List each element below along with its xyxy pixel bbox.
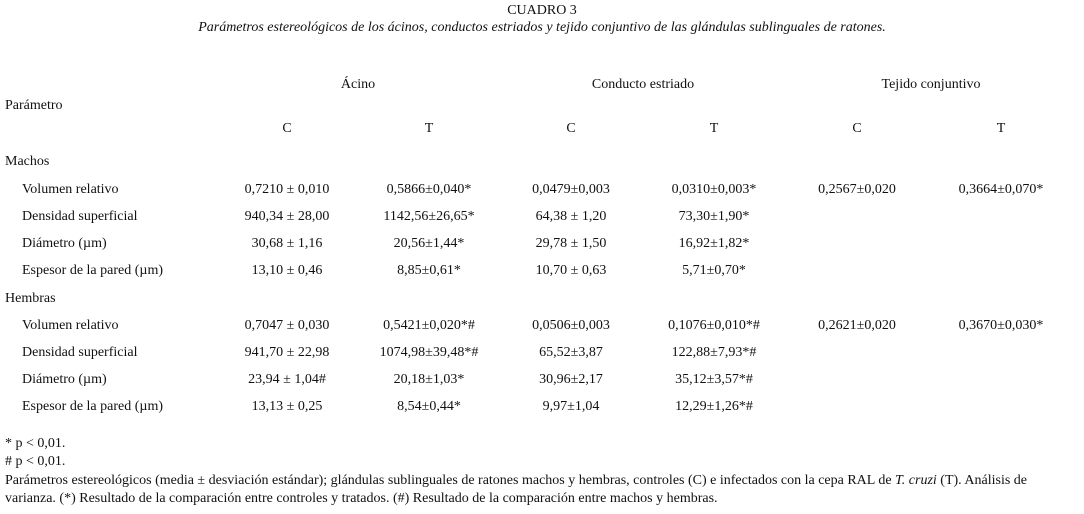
table-cell: 940,34 ± 28,00	[244, 209, 330, 224]
table-cell: 941,70 ± 22,98	[244, 345, 330, 360]
table-cell: 73,30±1,90*	[678, 209, 750, 224]
table-cell: 5,71±0,70*	[682, 263, 746, 278]
table-title: CUADRO 3	[507, 3, 577, 18]
row-label: Densidad superficial	[22, 209, 138, 224]
parameter-header: Parámetro	[5, 98, 63, 113]
table-caption: Parámetros estereológicos de los ácinos, conductos estriados y tejido conjuntivo de las glándulas sublinguales de ratones.	[198, 20, 886, 35]
row-label: Espesor de la pared (µm)	[22, 399, 164, 414]
table-cell: 0,5866±0,040*	[386, 182, 472, 197]
row-label: Volumen relativo	[22, 182, 119, 197]
table-cell: 20,18±1,03*	[393, 372, 465, 387]
table-cell: 13,13 ± 0,25	[251, 399, 323, 414]
significance-note-hash: # p < 0,01.	[5, 454, 66, 469]
footnote-part-2: (T). Análisis de varianza. (*) Resultado de la comparación entre controles y tratados. (#) Resultado de la comparación entre machos y hembras.	[5, 473, 1028, 506]
table-cell: 0,0479±0,003	[532, 182, 610, 197]
group-header-tejido-conjuntivo: Tejido conjuntivo	[881, 77, 981, 92]
table-cell: 35,12±3,57*#	[675, 372, 753, 387]
table-cell: 29,78 ± 1,50	[535, 236, 607, 251]
table-cell: 9,97±1,04	[542, 399, 600, 414]
subcol-acino-tratado: T	[424, 121, 434, 136]
table-footnote	[5, 472, 1081, 507]
table-cell: 30,96±2,17	[539, 372, 603, 387]
table-cell: 0,7047 ± 0,030	[244, 318, 330, 333]
table-cell: 122,88±7,93*#	[671, 345, 757, 360]
table-cell: 0,3670±0,030*	[958, 318, 1044, 333]
table-cell: 1142,56±26,65*	[383, 209, 475, 224]
table-cell: 20,56±1,44*	[393, 236, 465, 251]
row-label: Densidad superficial	[22, 345, 138, 360]
table-cell: 8,54±0,44*	[397, 399, 461, 414]
table-cell: 10,70 ± 0,63	[535, 263, 607, 278]
table-cell: 23,94 ± 1,04#	[248, 372, 326, 387]
section-label-hembras: Hembras	[5, 291, 56, 306]
significance-note-asterisk: * p < 0,01.	[5, 436, 66, 451]
table-cell: 16,92±1,82*	[678, 236, 750, 251]
table-cell: 0,5421±0,020*#	[383, 318, 475, 333]
table-cell: 0,1076±0,010*#	[668, 318, 760, 333]
table-cell: 64,38 ± 1,20	[535, 209, 607, 224]
row-label: Espesor de la pared (µm)	[22, 263, 164, 278]
table-cell: 12,29±1,26*#	[675, 399, 753, 414]
table-cell: 0,0310±0,003*	[671, 182, 757, 197]
group-header-conducto-estriado: Conducto estriado	[591, 77, 695, 92]
table-cell: 65,52±3,87	[539, 345, 603, 360]
footnote-species: T. cruzi	[895, 473, 937, 488]
table-cell: 1074,98±39,48*#	[379, 345, 479, 360]
subcol-acino-control: C	[282, 121, 292, 136]
footnote-part-1: Parámetros estereológicos (media ± desviación estándar); glándulas sublinguales de ratones machos y hembras, controles (C) e infectados con la cepa RAL de	[5, 473, 896, 488]
section-label-machos: Machos	[5, 154, 50, 169]
table-cell: 13,10 ± 0,46	[251, 263, 323, 278]
group-header-acino: Ácino	[340, 77, 376, 92]
table-cell: 0,7210 ± 0,010	[244, 182, 330, 197]
table-cell: 0,2621±0,020	[818, 318, 896, 333]
subcol-conducto-tratado: T	[709, 121, 719, 136]
table-cell: 0,3664±0,070*	[958, 182, 1044, 197]
row-label: Diámetro (µm)	[22, 372, 107, 387]
subcol-tejido-control: C	[852, 121, 862, 136]
table-cell: 0,2567±0,020	[818, 182, 896, 197]
subcol-conducto-control: C	[566, 121, 576, 136]
table-cell: 30,68 ± 1,16	[251, 236, 323, 251]
table-cell: 8,85±0,61*	[397, 263, 461, 278]
table-cell: 0,0506±0,003	[532, 318, 610, 333]
subcol-tejido-tratado: T	[996, 121, 1006, 136]
row-label: Diámetro (µm)	[22, 236, 107, 251]
row-label: Volumen relativo	[22, 318, 119, 333]
